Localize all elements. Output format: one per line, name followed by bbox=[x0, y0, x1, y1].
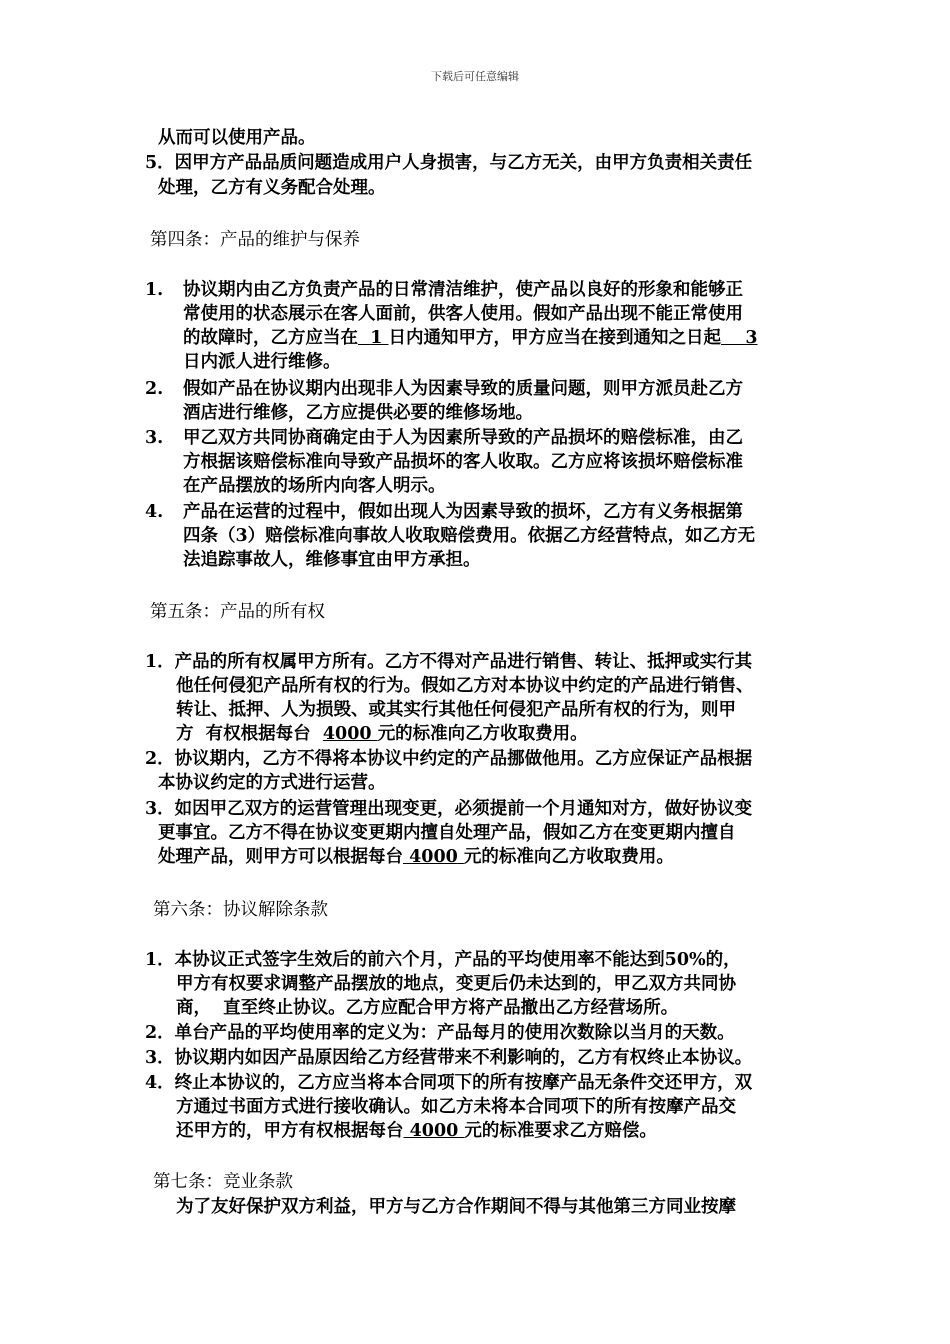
intro-line-3: 处理，乙方有义务配合处理。 bbox=[158, 178, 386, 198]
art4-item-1-line-4: 日内派人进行维修。 bbox=[183, 352, 341, 372]
art5-item-1-line-2: 他任何侵犯产品所有权的行为。假如乙方对本协议中约定的产品进行销售、 bbox=[176, 676, 754, 696]
art4-item-4-number: 4. bbox=[145, 502, 164, 522]
art6-item-3: 3．协议期内如因产品原因给乙方经营带来不利影响的，乙方有权终止本协议。 bbox=[145, 1048, 753, 1068]
art5-item-3-line-3: 处理产品，则甲方可以根据每台 4000 元的标准向乙方收取费用。 bbox=[158, 847, 674, 867]
art4-item-1-number: 1. bbox=[145, 280, 164, 300]
art4-item-2-line-1: 假如产品在协议期内出现非人为因素导致的质量问题，则甲方派员赴乙方 bbox=[183, 379, 743, 399]
ownership-penalty-amount: 4000 bbox=[322, 724, 372, 744]
art5-item-2-line-1: 2．协议期内，乙方不得将本协议中约定的产品挪做他用。乙方应保证产品根据 bbox=[145, 749, 753, 769]
art4-item-4-line-3: 法追踪事故人，维修事宜由甲方承担。 bbox=[183, 550, 481, 570]
art6-item-1-line-3: 商， 直至终止协议。乙方应配合甲方将产品撤出乙方经营场所。 bbox=[176, 998, 679, 1018]
change-penalty-amount: 4000 bbox=[409, 847, 458, 867]
art5-item-1-line-3: 转让、抵押、人为损毁、或其实行其他任何侵犯产品所有权的行为，则甲 bbox=[176, 700, 736, 720]
art4-item-3-line-1: 甲乙双方共同协商确定由于人为因素所导致的产品损坏的赔偿标准，由乙 bbox=[183, 428, 743, 448]
termination-penalty-amount: 4000 bbox=[409, 1121, 459, 1141]
art4-item-3-number: 3. bbox=[145, 428, 164, 448]
repair-notice-days: 1 bbox=[370, 328, 383, 348]
art5-item-3-line-1: 3．如因甲乙双方的运营管理出现变更，必须提前一个月通知对方，做好协议变 bbox=[145, 799, 753, 819]
art4-item-3-line-2: 方根据该赔偿标准向导致产品损坏的客人收取。乙方应将该损坏赔偿标准 bbox=[183, 452, 743, 472]
art6-item-4-line-3: 还甲方的，甲方有权根据每台 4000 元的标准要求乙方赔偿。 bbox=[176, 1121, 657, 1141]
art5-item-1-line-1: 1．产品的所有权属甲方所有。乙方不得对产品进行销售、转让、抵押或实行其 bbox=[145, 652, 753, 672]
art4-item-3-line-3: 在产品摆放的场所内向客人明示。 bbox=[183, 476, 446, 496]
article-6-title: 第六条：协议解除条款 bbox=[153, 900, 328, 920]
art4-item-4-line-2: 四条（3）赔偿标准向事故人收取赔偿费用。依据乙方经营特点，如乙方无 bbox=[183, 526, 756, 546]
art6-item-4-line-1: 4．终止本协议的，乙方应当将本合同项下的所有按摩产品无条件交还甲方，双 bbox=[145, 1073, 753, 1093]
art6-item-4-line-2: 方通过书面方式进行接收确认。如乙方未将本合同项下的所有按摩产品交 bbox=[176, 1097, 736, 1117]
intro-line-2: 5．因甲方产品品质问题造成用户人身损害，与乙方无关，由甲方负责相关责任 bbox=[145, 153, 753, 173]
art6-item-1-line-1: 1．本协议正式签字生效后的前六个月，产品的平均使用率不能达到50%的， bbox=[145, 950, 741, 970]
art6-item-2: 2．单台产品的平均使用率的定义为：产品每月的使用次数除以当月的天数。 bbox=[145, 1023, 735, 1043]
art4-item-2-line-2: 酒店进行维修，乙方应提供必要的维修场地。 bbox=[183, 403, 533, 423]
intro-line-1: 从而可以使用产品。 bbox=[158, 128, 316, 148]
art5-item-1-line-4: 方 有权根据每台 4000 元的标准向乙方收取费用。 bbox=[176, 724, 588, 744]
repair-dispatch-days: 3 bbox=[745, 328, 758, 348]
page-header: 下载后可任意编辑 bbox=[431, 70, 519, 83]
art4-item-4-line-1: 产品在运营的过程中，假如出现人为因素导致的损坏，乙方有义务根据第 bbox=[183, 502, 743, 522]
art5-item-2-line-2: 本协议约定的方式进行运营。 bbox=[158, 773, 386, 793]
art7-line-1: 为了友好保护双方利益，甲方与乙方合作期间不得与其他第三方同业按摩 bbox=[176, 1197, 736, 1217]
art5-item-3-line-2: 更事宜。乙方不得在协议变更期内擅自处理产品，假如乙方在变更期内擅自 bbox=[158, 823, 736, 843]
article-5-title: 第五条：产品的所有权 bbox=[150, 602, 325, 622]
art4-item-1-line-1: 协议期内由乙方负责产品的日常清洁维护，使产品以良好的形象和能够正 bbox=[183, 280, 743, 300]
art4-item-2-number: 2. bbox=[145, 379, 164, 399]
art4-item-1-line-3: 的故障时，乙方应当在 1 日内通知甲方，甲方应当在接到通知之日起 3 bbox=[183, 328, 758, 348]
art6-item-1-line-2: 甲方有权要求调整产品摆放的地点，变更后仍未达到的，甲乙双方共同协 bbox=[176, 974, 736, 994]
article-4-title: 第四条：产品的维护与保养 bbox=[150, 230, 360, 250]
article-7-title: 第七条：竞业条款 bbox=[153, 1172, 293, 1192]
art4-item-1-line-2: 常使用的状态展示在客人面前，供客人使用。假如产品出现不能正常使用 bbox=[183, 304, 743, 324]
